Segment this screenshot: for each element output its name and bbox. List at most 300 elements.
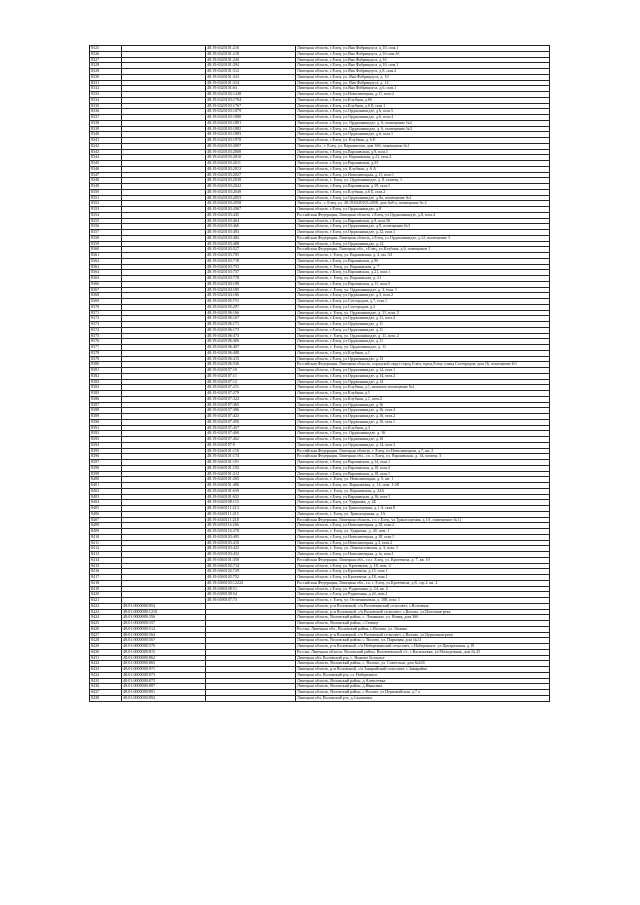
cadastral-number-cell: 48:19:6340101:652 xyxy=(206,494,296,500)
cadastral-number-cell: 48:19:6360101:358 xyxy=(206,557,296,563)
address-cell: Российская Федерация, Липецкая обл., г.о.г. Елец, ул. Кротевича, д. 7, кв. 19 xyxy=(296,557,550,563)
cadastral-number-cell: 48:19:6320107:386 xyxy=(206,408,296,414)
cadastral-number-cell: 48:19:6320104:186 xyxy=(206,293,296,299)
cadastral-number-cell: 48:19:6320105:751 xyxy=(206,299,296,305)
address-cell: Липецкая область, г.Елец, ул. Орджоникидзе, д. 6, помещение №2 xyxy=(296,120,550,126)
cadastral-number-cell: 48:19:6320103:1248 xyxy=(206,92,296,98)
row-number-cell: 8339 xyxy=(90,126,122,132)
cadastral-quarter-cell: 48:01:0000000:512 xyxy=(122,626,206,632)
row-number-cell: 8431 xyxy=(90,655,122,661)
row-number-cell: 8355 xyxy=(90,218,122,224)
row-number-cell: 8333 xyxy=(90,92,122,98)
row-number-cell: 8337 xyxy=(90,115,122,121)
row-number-cell: 8334 xyxy=(90,97,122,103)
cadastral-number-cell: 48:19:6320103:488 xyxy=(206,241,296,247)
row-number-cell: 8417 xyxy=(90,575,122,581)
address-cell: Липецкая область, г.Елец, ул.Орджоникидзе, д.16, пом.4 xyxy=(296,408,550,414)
cadastral-number-cell: 48:19:6360102:714 xyxy=(206,563,296,569)
address-cell: Липецкая область, г. Елец, ул. Орджоникидзе, д. 11 xyxy=(296,345,550,351)
cadastral-number-cell: 48:19:6320103:464 xyxy=(206,218,296,224)
row-number-cell: 8361 xyxy=(90,253,122,259)
cadastral-number-cell: 48:19:6390107:73 xyxy=(206,598,296,604)
address-cell: Липецкая область, г.Елец, ул.Клубная, д.1, пом.2 xyxy=(296,396,550,402)
row-number-cell: 8428 xyxy=(90,638,122,644)
address-cell: Липецкая область, р-н Воловский, с/п Воловский сельсовет, с.Волово, ул.Церковная-река xyxy=(296,632,550,638)
row-number-cell: 8413 xyxy=(90,552,122,558)
cadastral-number-cell: 48:19:6340101:174 xyxy=(206,454,296,460)
row-number-cell: 8394 xyxy=(90,442,122,448)
address-cell: Липецкая область, г.Елец, ул. Кротевича, д. 18, пом. 2 xyxy=(296,563,550,569)
address-cell: Липецкая область, Воловский район, с.Волово, ул.Первомайская, д.7 а xyxy=(296,690,550,696)
address-cell: Липецкая область, г. Елец, ул. Орджоникидзе, д. 11, пом. 2 xyxy=(296,333,550,339)
address-cell: Липецкая область, г.Елец, ул.Клубная, д.1 xyxy=(296,391,550,397)
address-cell: Липецкая область, г. Елец, ул. Транспортная, д. 1А xyxy=(296,511,550,517)
cadastral-number-cell: 48:19:6320103:1704 xyxy=(206,97,296,103)
row-number-cell: 8349 xyxy=(90,184,122,190)
row-number-cell: 8330 xyxy=(90,74,122,80)
address-cell: Липецкая область, г.Елец, пл. Варшавская, д. 14, пом. 1-28 xyxy=(296,483,550,489)
cadastral-quarter-cell: 48:01:0000000:854 xyxy=(122,603,206,609)
cadastral-number-cell: 48:19:6320103:484 xyxy=(206,235,296,241)
cadastral-number-cell: 48:19:6320103:2007 xyxy=(206,143,296,149)
cadastral-number-cell: 48:19:6320103:2053 xyxy=(206,195,296,201)
row-number-cell: 8362 xyxy=(90,258,122,264)
cadastral-number-cell: 48:19:6320103:2058 xyxy=(206,201,296,207)
row-number-cell: 8398 xyxy=(90,465,122,471)
address-cell: Липецкая область, Воловский район, д.Ивановка xyxy=(296,684,550,690)
address-cell: Липецкая область, г.Елец, ул. Варшавская, д.21, пом.2 xyxy=(296,155,550,161)
cadastral-number-cell: 48:19:6340101:191 xyxy=(206,460,296,466)
row-number-cell: 8370 xyxy=(90,304,122,310)
row-number-cell: 8429 xyxy=(90,644,122,650)
row-number-cell: 8364 xyxy=(90,270,122,276)
register-table-body xyxy=(90,46,550,702)
cadastral-number-cell: 48:19:6320106:167 xyxy=(206,316,296,322)
address-cell: Липецкая область, г.Елец, ул.Кротевича, д.18, пом.1 xyxy=(296,575,550,581)
row-number-cell: 8372 xyxy=(90,316,122,322)
row-number-cell: 8392 xyxy=(90,431,122,437)
cadastral-number-cell: 48:19:6320107:462 xyxy=(206,437,296,443)
address-cell: Липецкая область, г.Елец, ул.Орджоникидзе, д.14, пом.3 xyxy=(296,442,550,448)
row-number-cell: 8424 xyxy=(90,615,122,621)
address-cell: Липецкая область, г.Елец, ул.Орджоникидзе, д.12, пом.1 xyxy=(296,230,550,236)
address-cell: Липецкая область, г. Елец, ул. Варшавская, д. 7 xyxy=(296,264,550,270)
row-number-cell: 8412 xyxy=(90,546,122,552)
address-cell: Липецкая область, г.Елец, ул.Варшавская, д.11, пом.5 xyxy=(296,281,550,287)
address-cell: Липецкая область, г.Елец, ул.Орджоникидзе, д.14 xyxy=(296,379,550,385)
cadastral-number-cell: 48:19:6350103:410 xyxy=(206,540,296,546)
table-row xyxy=(90,695,550,701)
address-cell: Липецкая область, г. Елец, ул. Варшавская, д. 4, пн. 34 xyxy=(296,253,550,259)
address-cell: Российская Федерация, Липецкая область, городской округ город Елец, город Елец, улица Соггорадов, дом 16, помещение 6/1 xyxy=(296,362,550,368)
address-cell: Липецкая область, г.Елец, ул. Яна Фабрициуса, д. 14 xyxy=(296,80,550,86)
row-number-cell: 8382 xyxy=(90,373,122,379)
row-number-cell: 8415 xyxy=(90,563,122,569)
row-number-cell: 8380 xyxy=(90,362,122,368)
row-number-cell: 8426 xyxy=(90,626,122,632)
cadastral-number-cell: 48:19:6320103:2013 xyxy=(206,166,296,172)
row-number-cell: 8378 xyxy=(90,350,122,356)
row-number-cell: 8416 xyxy=(90,569,122,575)
address-cell: Липецкая область, г.Елец, ул. Клубная, д. 6 А xyxy=(296,166,550,172)
row-number-cell: 8367 xyxy=(90,287,122,293)
address-cell: Липецкая область, г.Елец, ул.Орджоникидзе, д.8 xyxy=(296,207,550,213)
address-cell: Российская Федерация, Липецкая обл., г.Елец, ул.Клубная, д.6, помещение 1 xyxy=(296,247,550,253)
cadastral-quarter-cell: 48:01:0000000:862 xyxy=(122,655,206,661)
address-cell: Липецкая обл., г. Елец, ул. Варшавская, дом 36б, помещение №1 xyxy=(296,143,550,149)
row-number-cell: 8326 xyxy=(90,51,122,57)
row-number-cell: 8397 xyxy=(90,460,122,466)
row-number-cell: 8396 xyxy=(90,454,122,460)
row-number-cell: 8340 xyxy=(90,132,122,138)
address-cell: Липецкая область, г.Елец, ул.Клубная, д.6 Б, пом.2 xyxy=(296,189,550,195)
row-number-cell: 8419 xyxy=(90,586,122,592)
address-cell: Российская Федерация, Липецкая область, г.Елец, ул.Орджоникидзе, д.12, помещение 3 xyxy=(296,235,550,241)
cadastral-quarter-cell: 48:01:0000000:865 xyxy=(122,661,206,667)
address-cell: Липецкая область, р-н Воловский, с/п Замарайский сельсовет, с.Замарайка xyxy=(296,667,550,673)
cadastral-number-cell: 48:19:6320106:166 xyxy=(206,310,296,316)
cadastral-number-cell: 48:19:6340101:406 xyxy=(206,483,296,489)
cadastral-number-cell: 48:19:6320103:1767 xyxy=(206,103,296,109)
address-cell: Липецкая область, г. Елец, ул. Орджоникидзе, д. 11, пом. 5 xyxy=(296,310,550,316)
address-cell: Липецкая область, г.Елец, ул.Варшавская, д.23 xyxy=(296,161,550,167)
cadastral-number-cell: 48:19:6320106:536 xyxy=(206,362,296,368)
row-number-cell: 8436 xyxy=(90,684,122,690)
cadastral-quarter-cell: 48:01:0000000:873 xyxy=(122,672,206,678)
cadastral-number-cell: 48:19:6320103:1880 xyxy=(206,115,296,121)
row-number-cell: 8331 xyxy=(90,80,122,86)
row-number-cell: 8420 xyxy=(90,592,122,598)
cadastral-number-cell: 48:19:6340108:115 xyxy=(206,500,296,506)
address-cell: Липецкая область, г.Елец, ул.Орджоникидзе, д.16, пом.2 xyxy=(296,414,550,420)
cadastral-number-cell: 48:19:6320107:11 xyxy=(206,373,296,379)
address-cell: Липецкая область, г. Елец, ул. Варшавская, д. 21 xyxy=(296,276,550,282)
address-cell: Липецкая область, г.Елец, ул.Клубная, д.1 xyxy=(296,350,550,356)
address-cell: Липецкая область, г.Елец, ул. Рудничная, д. 24, кв. 2 xyxy=(296,586,550,592)
address-cell: Липецкая область, Воловский район, д.Алексеевка xyxy=(296,678,550,684)
address-cell: Липецкая область, г.Елец, ул.Орджоникидзе, д.8а, помещение №1 xyxy=(296,195,550,201)
cadastral-number-cell: 48:19:6320106:415 xyxy=(206,356,296,362)
address-cell: Липецкая область, Воловский район, с. Волово, ул. Советская, дом №42б xyxy=(296,661,550,667)
row-number-cell: 8345 xyxy=(90,161,122,167)
cadastral-number-cell: 48:19:6360102:729 xyxy=(206,569,296,575)
row-number-cell: 8371 xyxy=(90,310,122,316)
address-cell: Липецкая область, г.Елец, ул.Орджоникидзе, д.14, пом.2 xyxy=(296,373,550,379)
address-cell: Липецкая область, г.Елец, ул.Новолипецкая, д.3, пом.2 xyxy=(296,540,550,546)
cadastral-number-cell: 48:19:6320103:2049 xyxy=(206,189,296,195)
address-cell: Липецкая область, г.Елец, ул.Варшавская, д.16, пом.1 xyxy=(296,494,550,500)
cadastral-quarter-cell: 48:01:0000000:567 xyxy=(122,638,206,644)
address-cell: Липецкая область, р-н Воловский, с/п Воловский сельсовет, с.Волово, ул.Почтовая-река xyxy=(296,609,550,615)
cadastral-number-cell: 48:19:6320107:423 xyxy=(206,414,296,420)
cadastral-number-cell: 48:19:6340101:110 xyxy=(206,448,296,454)
cadastral-number-cell: 48:19:6320103:757 xyxy=(206,270,296,276)
cadastral-number-cell: 48:19:6320103:1883 xyxy=(206,132,296,138)
row-number-cell: 8351 xyxy=(90,195,122,201)
address-cell: Липецкая область, г.Елец, ул.Орджоникидзе, д.6, пом.1 xyxy=(296,132,550,138)
address-cell: Липецкая область, г.Елец, ул.Новолипецкая, д.18, пом.1 xyxy=(296,534,550,540)
row-number-cell: 8356 xyxy=(90,224,122,230)
cadastral-number-cell: 48:19:6320101:218 xyxy=(206,51,296,57)
row-number-cell: 8358 xyxy=(90,235,122,241)
row-number-cell: 8328 xyxy=(90,63,122,69)
address-cell: Липецкая область, г. Елец, ул. Отличниковая, д. 108, пом. 1 xyxy=(296,598,550,604)
address-cell: Липецкая область, г.Елец, ул.Рудничная, д.24, пом.1 xyxy=(296,592,550,598)
cadastral-quarter-cell: 48:01:0000000:887 xyxy=(122,684,206,690)
address-cell: Липецкая область, г.Елец, ул.Клубная, д.6б xyxy=(296,97,550,103)
cadastral-number-cell: 48:19:6320103:2042 xyxy=(206,184,296,190)
row-number-cell: 8342 xyxy=(90,143,122,149)
row-number-cell: 8352 xyxy=(90,201,122,207)
address-cell: Липецкая область, Воловский район, с.Гатище xyxy=(296,621,550,627)
cadastral-number-cell: 48:19:6320101:230 xyxy=(206,57,296,63)
row-number-cell: 8344 xyxy=(90,155,122,161)
address-cell: Липецкая область, г.Елец, ул. Яна Фабрициуса, д. 10 xyxy=(296,74,550,80)
row-number-cell: 8369 xyxy=(90,299,122,305)
address-cell: Липецкая область, г.Елец, ул.Орджоникидзе, д.12 xyxy=(296,241,550,247)
address-cell: Липецкая область, г.Елец, ул.Яна Фабрициуса, д.16, пом.1 xyxy=(296,63,550,69)
cadastral-number-cell: 48:19:6340101:192 xyxy=(206,465,296,471)
cadastral-quarter-cell: 48:01:0000000:570 xyxy=(122,644,206,650)
address-cell: Липецкая область, г.Елец, ул.Орджоникидзе, д.16 xyxy=(296,437,550,443)
row-number-cell: 8347 xyxy=(90,172,122,178)
row-number-cell: 8346 xyxy=(90,166,122,172)
cadastral-number-cell: 48:19:6320107:10 xyxy=(206,368,296,374)
row-number-cell: 8407 xyxy=(90,517,122,523)
address-cell: Липецкая область, г.Елец, ул.Варшавская, д.19, пом.1 xyxy=(296,184,550,190)
row-number-cell: 8327 xyxy=(90,57,122,63)
address-cell: Липецкая область, г.Елец, ул.Транспортная, д.1 А, пом.8 xyxy=(296,506,550,512)
address-cell: Липецкая область, г.Елец, ул.Яна Фабрициуса, д.6, пом.1 xyxy=(296,86,550,92)
cadastral-number-cell: 48:19:6320101:323 xyxy=(206,74,296,80)
row-number-cell: 8329 xyxy=(90,69,122,75)
cadastral-number-cell: 48:19:6320106:171 xyxy=(206,322,296,328)
address-cell: Липецкая область, г.Елец, ул.Новолипецкая, д.18, пом.2 xyxy=(296,523,550,529)
cadastral-number-cell: 48:19:6320104:185 xyxy=(206,287,296,293)
row-number-cell: 8434 xyxy=(90,672,122,678)
row-number-cell: 8418 xyxy=(90,580,122,586)
address-cell: Липецкая область, г.Елец, ул.Орджоникидзе, д.11, пом.4 xyxy=(296,316,550,322)
row-number-cell: 8381 xyxy=(90,368,122,374)
row-number-cell: 8374 xyxy=(90,327,122,333)
row-number-cell: 8375 xyxy=(90,333,122,339)
cadastral-number-cell: 48:19:6320107:211 xyxy=(206,385,296,391)
address-cell: Липецкая область, г.Елец, ул.Варшавская, д.10, пом.1 xyxy=(296,471,550,477)
cadastral-quarter-cell: 48:01:0000000:1216 xyxy=(122,609,206,615)
cadastral-number-cell: 48:19:6340101:212 xyxy=(206,471,296,477)
row-number-cell: 8368 xyxy=(90,293,122,299)
row-number-cell: 8408 xyxy=(90,523,122,529)
cadastral-number-cell: 48:19:6320103:2038 xyxy=(206,178,296,184)
cadastral-number-cell: 48:19:6320103:2011 xyxy=(206,161,296,167)
address-cell: Липецкая область, г.Елец, ул. Орджоникидзе, д. 6, помещение №3 xyxy=(296,126,550,132)
cadastral-number-cell: 48:19:6320103:718 xyxy=(206,258,296,264)
cadastral-number-cell: 48:19:6340101:205 xyxy=(206,477,296,483)
cadastral-quarter-cell: 48:01:0000000:564 xyxy=(122,632,206,638)
cadastral-number-cell: 48:19:6320107:12 xyxy=(206,379,296,385)
address-cell: Липецкая область, г. Елец, ул. Ломоносовская, д. 3, пом. 1 xyxy=(296,546,550,552)
cadastral-number-cell xyxy=(206,695,296,701)
row-number-cell: 8363 xyxy=(90,264,122,270)
row-number-cell: 8384 xyxy=(90,385,122,391)
row-number-cell: 8360 xyxy=(90,247,122,253)
row-number-cell: 8386 xyxy=(90,396,122,402)
address-cell: Липецкая область, г.Елец, ул.Яна Фабрициуса, д.10, пом.1 xyxy=(296,46,550,52)
cadastral-number-cell: 48:19:6320101:63 xyxy=(206,86,296,92)
address-cell: Липецкая область, г. Елец, ул. Орджоникидзе, д. 8, помещ. 1 xyxy=(296,178,550,184)
cadastral-number-cell: 48:19:6360103:12222 xyxy=(206,580,296,586)
address-cell: Липецкая область, г.Елец, ул.Соггорадов, д.2 xyxy=(296,304,550,310)
cadastral-number-cell: 48:19:6340111:213 xyxy=(206,506,296,512)
address-cell: Россия, Липецкая обл., Воловский район, с.Волово, ул. Ленина xyxy=(296,626,550,632)
row-number-cell: 8387 xyxy=(90,402,122,408)
address-cell: Липецкая область, г.Елец, ул.Орджоникидзе, д.13 xyxy=(296,356,550,362)
cadastral-quarter-cell: 48:01:0000000:891 xyxy=(122,690,206,696)
cadastral-number-cell: 48:19:6380108:54 xyxy=(206,592,296,598)
row-number-cell: 8432 xyxy=(90,661,122,667)
address-cell: Липецкая область, г. Елец, ул. Орджоникидзе, д. 3, пом. 1 xyxy=(296,287,550,293)
row-number-cell: 8341 xyxy=(90,138,122,144)
cadastral-quarter-cell: 48:01:0000000:871 xyxy=(122,667,206,673)
cadastral-number-cell: 48:19:6320107:279 xyxy=(206,391,296,397)
cadastral-number-cell: 48:19:6320107:460 xyxy=(206,431,296,437)
cadastral-number-cell: 48:19:6320103:2010 xyxy=(206,155,296,161)
cadastral-number-cell: 48:19:6340111:215 xyxy=(206,511,296,517)
row-number-cell: 8403 xyxy=(90,494,122,500)
cadastral-number-cell: 48:19:6320106:374 xyxy=(206,333,296,339)
row-number-cell: 8348 xyxy=(90,178,122,184)
row-number-cell: 8373 xyxy=(90,322,122,328)
row-number-cell: 8430 xyxy=(90,649,122,655)
register-table xyxy=(89,45,550,702)
address-cell: Липецкая область, г.Елец, ул. Клубная, д. 6 Е xyxy=(296,138,550,144)
cadastral-quarter-cell: 48:01:0000000:815 xyxy=(122,649,206,655)
document-page xyxy=(89,45,549,702)
address-cell: Липецкая область, г.Елец, ул.Орджоникидзе, д.11 xyxy=(296,339,550,345)
row-number-cell: 8410 xyxy=(90,534,122,540)
cadastral-number-cell: 48:19:6320103:705 xyxy=(206,253,296,259)
cadastral-number-cell: 48:19:6360102:752 xyxy=(206,575,296,581)
row-number-cell: 8388 xyxy=(90,408,122,414)
row-number-cell: 8437 xyxy=(90,690,122,696)
row-number-cell: 8366 xyxy=(90,281,122,287)
row-number-cell: 8357 xyxy=(90,230,122,236)
address-cell: Липецкая область, г.Елец, ул.Яна Фабрициуса, д.16 пом.2б xyxy=(296,51,550,57)
cadastral-number-cell: 48:19:6320101:314 xyxy=(206,80,296,86)
row-number-cell: 8353 xyxy=(90,207,122,213)
address-cell: Липецкая область, г.Елец, ул.Яна Фабрициуса, д.16 xyxy=(296,57,550,63)
address-cell: Липецкая область, г.Елец, ул. Орджоникидзе, д. 16 xyxy=(296,431,550,437)
cadastral-quarter-cell: 48:01:0000000:557 xyxy=(122,621,206,627)
row-number-cell: 8336 xyxy=(90,109,122,115)
row-number-cell: 8359 xyxy=(90,241,122,247)
row-number-cell: 8332 xyxy=(90,86,122,92)
row-number-cell: 8365 xyxy=(90,276,122,282)
row-number-cell: 8391 xyxy=(90,425,122,431)
row-number-cell: 8390 xyxy=(90,419,122,425)
address-cell: Липецкая область, г.Елец, ул.Клубная, д.3 xyxy=(296,425,550,431)
row-number-cell: 8395 xyxy=(90,448,122,454)
row-number-cell: 8438 xyxy=(90,695,122,701)
address-cell: Липецкая область, Воловский район, с. Ломакино, ул. Новая, дом 36б xyxy=(296,615,550,621)
address-cell: Липецкая область, г.Елец, ул.Орджоникидзе, д.8, помещение №3 xyxy=(296,224,550,230)
address-cell: Липецкая обл, Воловский р-н, ст. Набережное xyxy=(296,672,550,678)
row-number-cell: 8389 xyxy=(90,414,122,420)
address-cell: Липецкая область, г.Елец, ул.Новолипецкая, д.11, пом.1 xyxy=(296,172,550,178)
cadastral-number-cell: 48:19:6320103:778 xyxy=(206,276,296,282)
row-number-cell: 8406 xyxy=(90,511,122,517)
cadastral-number-cell: 48:19:6340101:639 xyxy=(206,488,296,494)
cadastral-number-cell: 48:19:6320106:408 xyxy=(206,350,296,356)
cadastral-number-cell: 48:19:6320103:2008 xyxy=(206,149,296,155)
row-number-cell: 8409 xyxy=(90,529,122,535)
cadastral-number-cell: 48:19:6320107:9 xyxy=(206,442,296,448)
address-cell: Липецкая область, г.Елец, ул.Варшавская, д.14, пом.1 xyxy=(296,460,550,466)
row-number-cell: 8427 xyxy=(90,632,122,638)
row-number-cell: 8404 xyxy=(90,500,122,506)
cadastral-number-cell: 48:19:6320107:365 xyxy=(206,402,296,408)
cadastral-number-cell: 48:19:6320101:294 xyxy=(206,63,296,69)
row-number-cell: 8338 xyxy=(90,120,122,126)
address-cell: Липецкая область, г.Елец, ул.Орджоникидзе, д.16, пом.1 xyxy=(296,419,550,425)
row-number-cell: 8425 xyxy=(90,621,122,627)
cadastral-number-cell: 48:19:6320103:753 xyxy=(206,264,296,270)
cadastral-number-cell: 48:19:6350103:423 xyxy=(206,546,296,552)
address-cell: Липецкая область, г. Елец, ул. Ударника, д. 28, пом. 1 xyxy=(296,529,550,535)
row-number-cell: 8421 xyxy=(90,598,122,604)
address-cell: Российская Федерация, Липецкая область, г.о. г.Елец, ул.Транспортная, д.1А, помещение №11 xyxy=(296,517,550,523)
cadastral-number-cell: 48:19:6320103:2067 xyxy=(206,207,296,213)
address-cell: Липецкая область, г.Елец, ул.Варшавская, д.21, пом.1 xyxy=(296,270,550,276)
row-number-cell: 8393 xyxy=(90,437,122,443)
cadastral-number-cell: 48:19:6320103:466 xyxy=(206,224,296,230)
cadastral-number-cell: 48:19:6320104:108 xyxy=(206,281,296,287)
address-cell: Липецкая область, г.Елец, ул.Соггорадов, д.7, пом.1 xyxy=(296,299,550,305)
cadastral-number-cell: 48:19:6350116:266 xyxy=(206,523,296,529)
cadastral-number-cell: 48:19:6320103:1881 xyxy=(206,120,296,126)
address-cell: Липецкая область, г.Елец, ул.Орджоникидзе, д.3, пом.2 xyxy=(296,293,550,299)
cadastral-number-cell: 48:19:6320103:445 xyxy=(206,212,296,218)
address-cell: Липецкая область, Воловский район, с. Волово, ул. Парковая, дом №13 xyxy=(296,638,550,644)
cadastral-number-cell: 48:19:6320103:527 xyxy=(206,247,296,253)
row-number-cell: 8401 xyxy=(90,483,122,489)
row-number-cell: 8325 xyxy=(90,46,122,52)
row-number-cell: 8405 xyxy=(90,506,122,512)
address-cell: Липецкая область, г.Елец, ул.Варшавская, д.10, пом.2 xyxy=(296,465,550,471)
cadastral-quarter-cell: 48:01:0000000:892 xyxy=(122,695,206,701)
address-cell: Липецкая область, г.Елец, ул.Кротевича, д.15, пом.1 xyxy=(296,569,550,575)
address-cell: Липецкая область, г.Елец, ул.Варшавская, д.9, пом.1 xyxy=(296,149,550,155)
cadastral-quarter-cell: 48:01:0000000:875 xyxy=(122,678,206,684)
cadastral-quarter-cell: 48:01:0000000:356 xyxy=(122,615,206,621)
cadastral-number-cell: 48:19:6320101:312 xyxy=(206,69,296,75)
cadastral-number-cell: 48:19:6320101:216 xyxy=(206,46,296,52)
address-cell: Липецкая область, г.Елец, ул.Клубная, д.1, нежилое помещение №1 xyxy=(296,385,550,391)
row-number-cell: 8385 xyxy=(90,391,122,397)
address-cell: Липецкая обл., г. Елец, ул. 48:19:6320103:2058, дом №8-а, помещение № 2 xyxy=(296,201,550,207)
address-cell: Россия, Липецкая область, Воловский район, Воловчинский с/с, с.Васильевка, ул.Молодежная, дом № 25 xyxy=(296,649,550,655)
row-number-cell: 8379 xyxy=(90,356,122,362)
address-cell: Липецкая область, р-н Воловский, с/п Воловчинский сельсовет, с.Воловчик xyxy=(296,603,550,609)
address-cell: Липецкая область, г.Елец, ул.Орджоникидзе, д.11 xyxy=(296,327,550,333)
row-number-cell: 8354 xyxy=(90,212,122,218)
row-number-cell: 8400 xyxy=(90,477,122,483)
row-number-cell: 8343 xyxy=(90,149,122,155)
address-cell: Российская Федерация, Липецкая область, г. Елец, ул.Новолипецкая, д.7, кв. 2 xyxy=(296,448,550,454)
row-number-cell: 8399 xyxy=(90,471,122,477)
row-number-cell: 8376 xyxy=(90,339,122,345)
cadastral-number-cell: 48:19:6340111:218 xyxy=(206,517,296,523)
